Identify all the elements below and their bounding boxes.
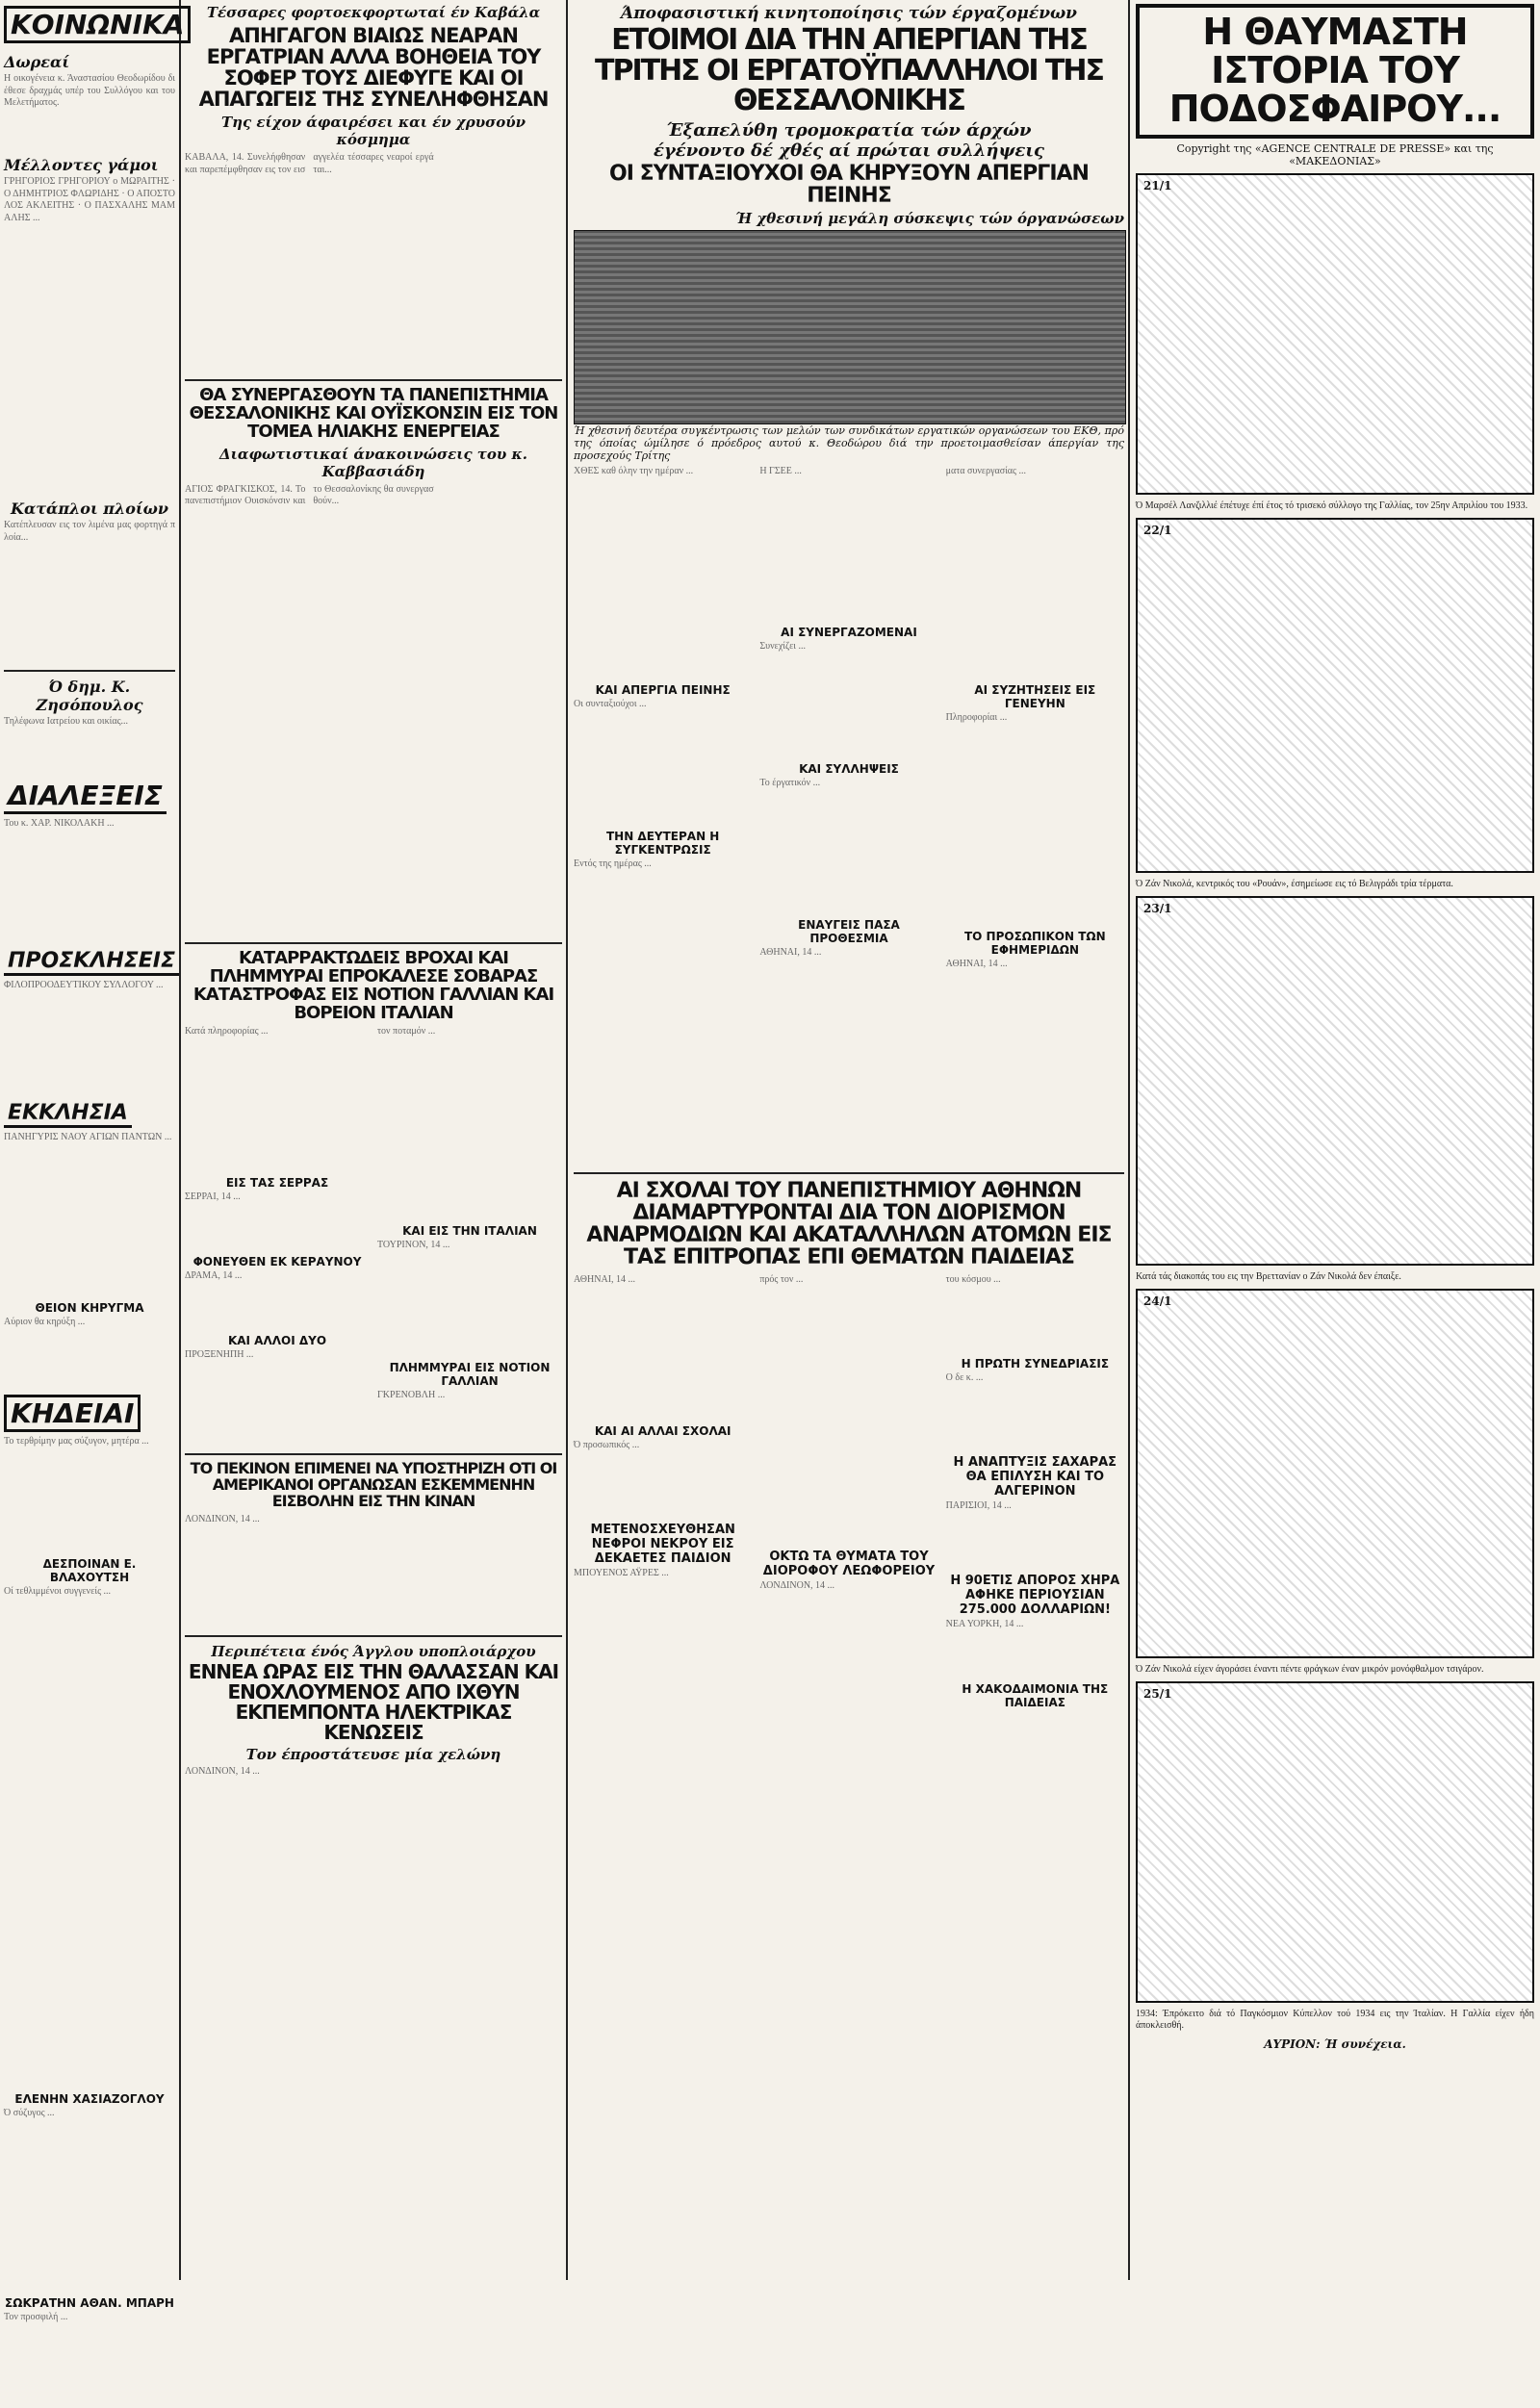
solar-headline: ΘΑ ΣΥΝΕΡΓΑΣΘΟΥΝ ΤΑ ΠΑΝΕΠΙΣΤΗΜΙΑ ΘΕΣΣΑΛΟΝΙΚΗΣ ΚΑΙ ΟΥΪΣΚΟΝΣΙΝ ΕΙΣ ΤΟΝ ΤΟΜΕΑ ΗΛΙΑΚΗΣ ΕΝΕΡΓΕΙΑΣ [189, 385, 558, 442]
article-body: ΑΘΗΝΑΙ, 14 ... [945, 958, 1008, 969]
kideia-name: ΣΩΚΡΑΤΗΝ ΑΘΑΝ. ΜΠΑΡΗ [5, 2296, 174, 2310]
football-title: Η ΘΑΥΜΑΣΤΗ ΙΣΤΟΡΙΑ ΤΟΥ ΠΟΔΟΣΦΑΙΡΟΥ... [1168, 11, 1502, 130]
meeting-photo [574, 230, 1126, 424]
divider [185, 1453, 562, 1455]
doreai-heading: Δωρεαί [4, 53, 70, 71]
panel-label: 24/1 [1143, 1294, 1172, 1308]
article-body: ΠΡΟΞΕΝΗΠΗ ... [185, 1349, 254, 1361]
kideia-name: ΔΕΣΠΟΙΝΑΝ Ε. ΒΛΑΧΟΥΤΣΗ [42, 1557, 137, 1584]
photo-caption: Ή χθεσινή δευτέρα συγκέντρωσις των μελών των συνδικάτων εργατικών οργανώσεων του ΕΚΘ, πρό της όποίας ώμίλησε ό πρόεδρος αυτού κ. Θεοδώρου διά την προετοιμασθείσαν άπεργίαν της προσεχούς Τρίτης [574, 423, 1124, 462]
comic-panel [1136, 896, 1534, 1266]
panel-caption: Ό Ζάν Νικολά, κεντρικός του «Ρουάν», έσημείωσε εις τό Βελιγράδι τρία τέρματα. [1136, 878, 1453, 889]
panel-caption: Ό Ζάν Νικολά είχεν άγοράσει έναντι πέντε φράγκων έναν μικρόν μονόφθαλμον τσιγάρον. [1136, 1663, 1484, 1675]
article-body: Κατά πληροφορίας ... [185, 1026, 269, 1037]
athens-univ-headline: ΑΙ ΣΧΟΛΑΙ ΤΟΥ ΠΑΝΕΠΙΣΤΗΜΙΟΥ ΑΘΗΝΩΝ ΔΙΑΜΑΡΤΥΡΟΝΤΑΙ ΔΙΑ ΤΟΝ ΔΙΟΡΙΣΜΟΝ ΑΝΑΡΜΟΔΙΩΝ ΚΑΙ ΑΚΑΤΑΛΛΗΛΩΝ ΑΤΟΜΩΝ ΕΙΣ ΤΑΣ ΕΠΙΤΡΟΠΑΣ ΕΠΙ ΘΕΜΑΤΩΝ ΠΑΙΔΕΙΑΣ [586, 1178, 1112, 1269]
floods-subhead: ΦΟΝΕΥΘΕΝ ΕΚ ΚΕΡΑΥΝΟΥ [192, 1255, 362, 1269]
panel-label: 22/1 [1143, 523, 1172, 537]
sugar-headline: Η ΑΝΑΠΤΥΞΙΣ ΣΑΧΑΡΑΣ ΘΑ ΕΠΙΛΥΣΗ ΚΑΙ ΤΟ ΑΛΓΕΡΙΝΟΝ [953, 1455, 1117, 1499]
kavala-kicker: Τέσσαρες φορτοεκφορτωταί έν Καβάλα [206, 4, 541, 21]
comic-panel [1136, 1289, 1534, 1658]
strike-subhead: ΤΗΝ ΔΕΥΤΕΡΑΝ Η ΣΥΓΚΕΝΤΡΩΣΙΣ [605, 829, 720, 857]
text-block: Το τερθρίμην μας σύζυγον, μητέρα ... [4, 1436, 149, 1447]
football-title-box [1136, 4, 1534, 139]
strike-deck-1: Έξαπελύθη τρομοκρατία τών άρχών [666, 119, 1032, 141]
univ-subhead: ΚΑΙ ΑΙ ΑΛΛΑΙ ΣΧΟΛΑΙ [594, 1424, 732, 1439]
dialexeis-heading: ΔΙΑΛΕΞΕΙΣ [4, 780, 167, 814]
column-rule [566, 0, 568, 2280]
strike-headline: ΕΤΟΙΜΟΙ ΔΙΑ ΤΗΝ ΑΠΕΡΓΙΑΝ ΤΗΣ ΤΡΙΤΗΣ ΟΙ ΕΡΓΑΤΟΫΠΑΛΛΗΛΟΙ ΤΗΣ ΘΕΣΣΑΛΟΝΙΚΗΣ [595, 23, 1103, 117]
continued-note: ΑΥΡΙΟΝ: Ή συνέχεια. [1264, 2037, 1406, 2051]
article-body: ΚΑΒΑΛΑ, 14. Συνελήφθησαν και παρεπέμφθησαν εις τον εισαγγελέα τέσσαρες νεαροί εργάται... [185, 152, 434, 175]
strike-subhead: ΚΑΙ ΣΥΛΛΗΨΕΙΣ [799, 761, 899, 776]
article-body: ΤΟΥΡΙΝΟΝ, 14 ... [377, 1240, 450, 1251]
panel-caption: Ό Μαρσέλ Λανζιλλιέ έπέτυχε έπί έτος τό τρισεκό σύλλογο της Γαλλίας, τον 25ην Απριλίου του 1933. [1136, 500, 1528, 511]
article-body: ΑΘΗΝΑΙ, 14 ... [574, 1274, 636, 1286]
pilot-headline: ΕΝΝΕΑ ΩΡΑΣ ΕΙΣ ΤΗΝ ΘΑΛΑΣΣΑΝ ΚΑΙ ΕΝΟΧΛΟΥΜΕΝΟΣ ΑΠΟ ΙΧΘΥΝ ΕΚΠΕΜΠΟΝΤΑ ΗΛΕΚΤΡΙΚΑΣ ΚΕΝΩΣΕΙΣ [188, 1659, 559, 1744]
kavala-headline: ΑΠΗΓΑΓΟΝ ΒΙΑΙΩΣ ΝΕΑΡΑΝ ΕΡΓΑΤΡΙΑΝ ΑΛΛΑ ΒΟΗΘΕΙΑ ΤΟΥ ΣΟΦΕΡ ΤΟΥΣ ΔΙΕΦΥΓΕ ΚΑΙ ΟΙ ΑΠΑΓΩΓΕΙΣ ΤΗΣ ΣΥΝΕΛΗΦΘΗΣΑΝ [198, 24, 549, 112]
text-block: Η οικογένεια κ. Άναστασίου Θεοδωρίδου διέθεσε δραχμάς υπέρ του Συλλόγου και του Μελετήματος. [4, 73, 175, 108]
article-body: πρός τον ... [759, 1274, 804, 1286]
kidneys-headline: ΜΕΤΕΝΟΣΧΕΥΘΗΣΑΝ ΝΕΦΡΟΙ ΝΕΚΡΟΥ ΕΙΣ ΔΕΚΑΕΤΕΣ ΠΑΙΔΙΟΝ [590, 1523, 735, 1567]
article-body: Συνεχίζει ... [759, 640, 806, 652]
divider [185, 1635, 562, 1637]
pilot-kicker: Περιπέτεια ένός Άγγλου υποπλοιάρχου [211, 1642, 536, 1660]
kideia-name: ΕΛΕΝΗΝ ΧΑΣΙΑΖΟΓΛΟΥ [14, 2092, 165, 2106]
comic-panel [1136, 518, 1534, 873]
widow-headline: Η 90ΕΤΙΣ ΑΠΟΡΟΣ ΧΗΡΑ ΑΦΗΚΕ ΠΕΡΙΟΥΣΙΑΝ 275.000 ΔΟΛΛΑΡΙΩΝ! [950, 1574, 1120, 1618]
panel-label: 23/1 [1143, 901, 1172, 915]
article-body: ΝΕΑ ΥΟΡΚΗ, 14 ... [945, 1619, 1024, 1630]
text-block: ΦΙΛΟΠΡΟΟΔΕΥΤΙΚΟΥ ΣΥΛΛΟΓΟΥ ... [4, 980, 164, 990]
article-body: Εντός της ημέρας ... [574, 858, 652, 869]
peking-headline: ΤΟ ΠΕΚΙΝΟΝ ΕΠΙΜΕΝΕΙ ΝΑ ΥΠΟΣΤΗΡΙΖΗ ΟΤΙ ΟΙ ΑΜΕΡΙΚΑΝΟΙ ΟΡΓΑΝΩΣΑΝ ΕΣΚΕΜΜΕΝΗΝ ΕΙΣΒΟΛΗΝ ΕΙΣ ΤΗΝ ΚΙΝΑΝ [190, 1459, 557, 1511]
text-block: Του κ. ΧΑΡ. ΝΙΚΟΛΑΚΗ ... [4, 818, 115, 829]
article-body: Το έργατικόν ... [759, 777, 821, 788]
panel-label: 25/1 [1143, 1686, 1172, 1701]
ekklisia-heading: ΕΚΚΛΗΣΙΑ [4, 1101, 132, 1128]
photo-kicker: Ή χθεσινή μεγάλη σύσκεψις τών όργανώσεων [735, 209, 1124, 227]
koinonika-heading: ΚΟΙΝΩΝΙΚΑ [4, 6, 191, 43]
middle-left-column [185, 0, 562, 2280]
article-body: ΧΘΕΣ καθ όλην την ημέραν ... [574, 465, 694, 476]
article-body: Οι συνταξιούχοι ... [574, 698, 647, 709]
text-block: ΓΡΗΓΟΡΙΟΣ ΓΡΗΓΟΡΙΟΥ ο ΜΩΡΑΙΤΗΣ · Ο ΔΗΜΗΤΡΙΟΣ ΦΛΩΡΙΔΗΣ · Ο ΑΠΟΣΤΟΛΟΣ ΑΚΛΕΙΤΗΣ · Ο ΠΑΣΧΑΛΗΣ ΜΑΜΑΛΗΣ ... [4, 176, 175, 223]
kavala-subhead: Της είχον άφαιρέσει και έν χρυσούν κόσμημα [220, 114, 526, 149]
text-block: Ό σύζυγος ... [4, 2108, 55, 2118]
floods-subhead: ΕΙΣ ΤΑΣ ΣΕΡΡΑΣ [225, 1176, 329, 1191]
column-rule [179, 0, 181, 2280]
divider [4, 670, 175, 672]
comic-panel [1136, 173, 1534, 495]
floods-subhead: ΚΑΙ ΑΛΛΟΙ ΔΥΟ [227, 1334, 327, 1348]
london-headline: ΟΚΤΩ ΤΑ ΘΥΜΑΤΑ ΤΟΥ ΔΙΟΡΟΦΟΥ ΛΕΩΦΟΡΕΙΟΥ [762, 1550, 936, 1579]
article-body: ΜΠΟΥΕΝΟΣ ΑΫΡΕΣ ... [574, 1568, 669, 1579]
text-block: Τον προσφιλή ... [4, 2312, 68, 2322]
pilot-subhead: Τον έπροστάτευσε μία χελώνη [245, 1745, 501, 1763]
copyright: Copyright της «AGENCE CENTRALE DE PRESSE» και της «ΜΑΚΕΔΟΝΙΑΣ» [1176, 141, 1494, 167]
article-body: ΛΟΝΔΙΝΟΝ, 14 ... [759, 1580, 835, 1592]
panel-caption: Κατά τάς διακοπάς του εις την Βρεττανίαν ο Ζάν Νικολά δεν έπαιξε. [1136, 1270, 1401, 1282]
floods-subhead: ΠΛΗΜΜΥΡΑΙ ΕΙΣ ΝΟΤΙΟΝ ΓΑΛΛΙΑΝ [389, 1361, 551, 1389]
univ-subhead: Η ΠΡΩΤΗ ΣΥΝΕΔΡΙΑΣΙΣ [961, 1357, 1110, 1371]
center-column [574, 0, 1124, 2280]
divider [574, 1172, 1124, 1174]
strike-subhead: ΑΙ ΣΥΝΕΡΓΑΖΟΜΕΝΑΙ [781, 625, 917, 639]
article-body: Ο δε κ. ... [945, 1372, 984, 1384]
katapla-heading: Κατάπλοι πλοίων [11, 500, 168, 518]
theion-kirygma-heading: ΘΕΙΟΝ ΚΗΡΥΓΜΑ [35, 1301, 144, 1315]
article-body: ΓΚΡΕΝΟΒΛΗ ... [377, 1390, 446, 1401]
article-body: ματα συνεργασίας ... [945, 465, 1027, 476]
strike-subhead: ΚΑΙ ΑΠΕΡΓΙΑ ΠΕΙΝΗΣ [595, 682, 731, 697]
kideiai-heading: ΚΗΔΕΙΑΙ [4, 1395, 141, 1432]
article-body: ΑΘΗΝΑΙ, 14 ... [759, 946, 822, 958]
text-block: ΠΑΝΗΓΥΡΙΣ ΝΑΟΥ ΑΓΙΩΝ ΠΑΝΤΩΝ ... [4, 1132, 172, 1142]
text-block: Τηλέφωνα Ιατρείου και οικίας... [4, 716, 129, 727]
strike-subhead: ΑΙ ΣΥΖΗΤΗΣΕΙΣ ΕΙΣ ΓΕΝΕΥΗΝ [974, 682, 1096, 710]
article-body: ΛΟΝΔΙΝΟΝ, 14 ... [185, 1765, 260, 1777]
football-column [1136, 0, 1534, 2280]
article-body: Η ΓΣΕΕ ... [759, 465, 802, 476]
panel-label: 21/1 [1143, 178, 1172, 192]
column-rule [1128, 0, 1130, 2280]
proskliseis-heading: ΠΡΟΣΚΛΗΣΕΙΣ [4, 949, 179, 976]
mellontes-gamoi-heading: Μέλλοντες γάμοι [4, 156, 159, 174]
strike-subhead: ΤΟ ΠΡΟΣΩΠΙΚΟΝ ΤΩΝ ΕΦΗΜΕΡΙΔΩΝ [963, 929, 1106, 957]
text-block: Αύριον θα κηρύξη ... [4, 1317, 86, 1327]
floods-subhead: ΚΑΙ ΕΙΣ ΤΗΝ ΙΤΑΛΙΑΝ [402, 1224, 537, 1239]
strike-subhead: ΕΝΑΥΓΕΙΣ ΠΑΣΑ ΠΡΟΘΕΣΜΙΑ [798, 917, 900, 945]
strike-deck-2: έγένοντο δέ χθές αί πρώται συλλήψεις [653, 140, 1045, 161]
social-column [4, 0, 185, 2322]
article-body: Πληροφορίαι ... [945, 711, 1008, 723]
text-block: Κατέπλευσαν εις τον λιμένα μας φορτηγά πλοία... [4, 520, 175, 543]
comic-panel [1136, 1681, 1534, 2003]
zisopoulos-heading: Ό δημ. Κ. Ζησόπουλος [36, 678, 143, 714]
strike-kicker: Άποφασιστική κινητοποίησις τών έργαζομένων [621, 4, 1077, 23]
univ-subhead: Η ΧΑΚΟΔΑΙΜΟΝΙΑ ΤΗΣ ΠΑΙΔΕΙΑΣ [962, 1682, 1109, 1710]
article-body: τον ποταμόν ... [377, 1026, 436, 1037]
article-body: ΣΕΡΡΑΙ, 14 ... [185, 1191, 241, 1203]
divider [185, 379, 562, 381]
article-body: Ό προσωπικός ... [574, 1440, 640, 1451]
strike-headline-2: ΟΙ ΣΥΝΤΑΞΙΟΥΧΟΙ ΘΑ ΚΗΡΥΞΟΥΝ ΑΠΕΡΓΙΑΝ ΠΕΙΝΗΣ [609, 161, 1089, 208]
divider [185, 942, 562, 944]
article-body: ΑΓΙΟΣ ΦΡΑΓΚΙΣΚΟΣ, 14. Το πανεπιστήμιον Ουισκόνσιν και το Θεσσαλονίκης θα συνεργασθούν... [185, 483, 434, 507]
floods-headline: ΚΑΤΑΡΡΑΚΤΩΔΕΙΣ ΒΡΟΧΑΙ ΚΑΙ ΠΛΗΜΜΥΡΑΙ ΕΠΡΟΚΑΛΕΣΕ ΣΟΒΑΡΑΣ ΚΑΤΑΣΤΡΟΦΑΣ ΕΙΣ ΝΟΤΙΟΝ ΓΑΛΛΙΑΝ ΚΑΙ ΒΟΡΕΙΟΝ ΙΤΑΛΙΑΝ [192, 947, 554, 1023]
solar-subhead: Διαφωτιστικαί άνακοινώσεις του κ. Καββασιάδη [219, 445, 527, 480]
article-body: ΛΟΝΔΙΝΟΝ, 14 ... [185, 1513, 260, 1524]
panel-caption: 1934: Έπρόκειτο διά τό Παγκόσμιον Κύπελλον τού 1934 εις την Ίταλίαν. Η Γαλλία είχεν ήδη άποκλεισθή. [1136, 2008, 1534, 2031]
article-body: του κόσμου ... [945, 1274, 1001, 1286]
article-body: ΠΑΡΙΣΙΟΙ, 14 ... [945, 1500, 1012, 1512]
text-block: Οί τεθλιμμένοι συγγενείς ... [4, 1586, 112, 1597]
article-body: ΔΡΑΜΑ, 14 ... [185, 1270, 243, 1282]
